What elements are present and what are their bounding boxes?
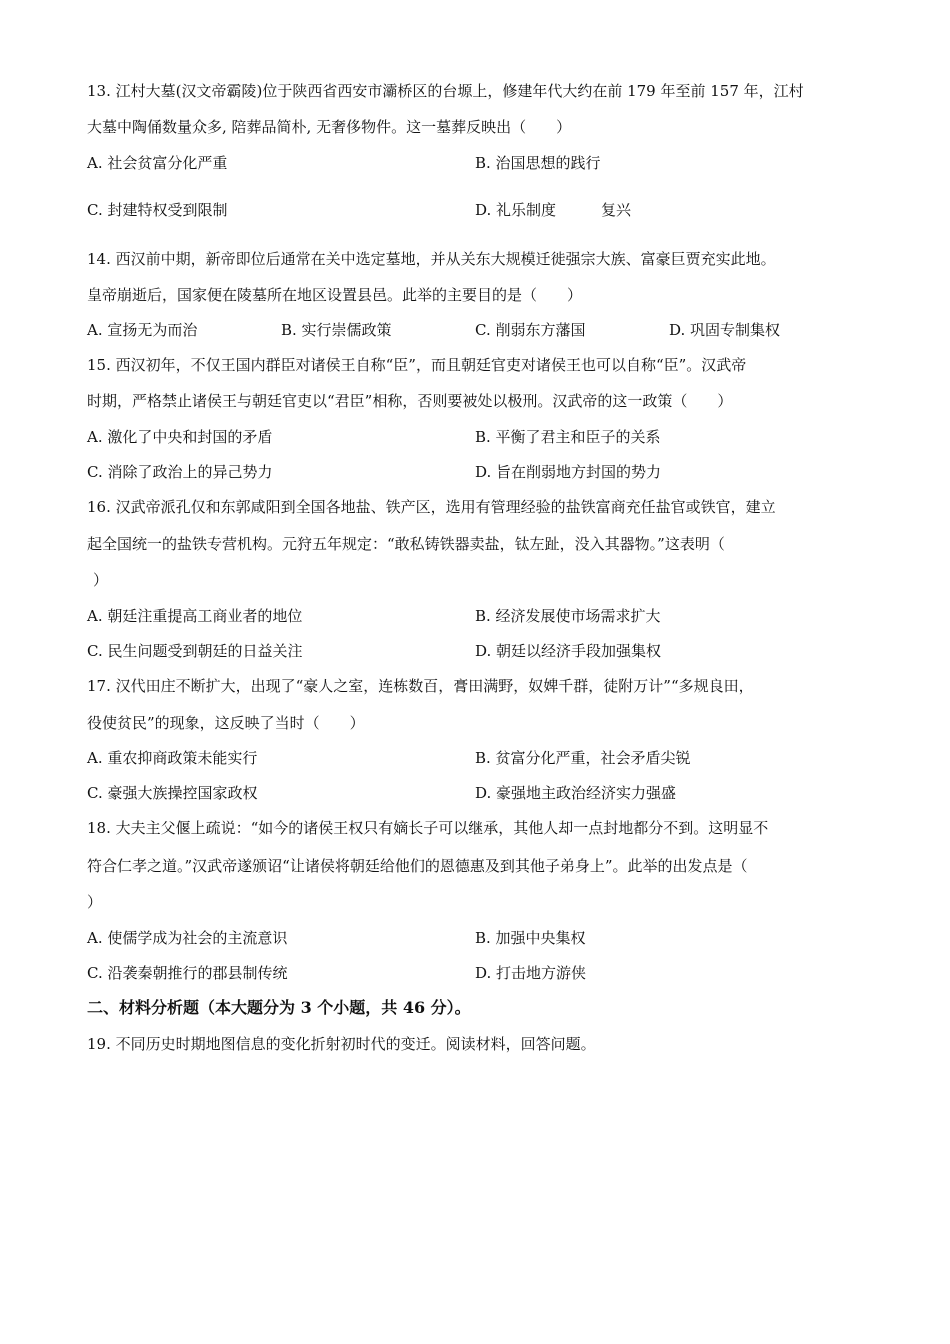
q14-stem-line2: 皇帝崩逝后，国家便在陵墓所在地区设置县邑。此举的主要目的是（ ） [87,286,583,304]
q16-option-c: C. 民生问题受到朝廷的日益关注 [87,642,303,660]
q17-option-c: C. 豪强大族操控国家政权 [87,784,258,802]
q15-option-b: B. 平衡了君主和臣子的关系 [475,428,661,446]
q16-option-b: B. 经济发展使市场需求扩大 [475,607,661,625]
q18-option-c: C. 沿袭秦朝推行的郡县制传统 [87,964,288,982]
q15-stem-line2: 时期，严格禁止诸侯王与朝廷官吏以“君臣”相称，否则要被处以极刑。汉武帝的这一政策（ ） [87,392,733,410]
q15-option-a: A. 激化了中央和封国的矛盾 [87,428,273,446]
q17-stem-line2: 役使贫民”的现象，这反映了当时（ ） [87,714,365,732]
q14-option-b: B. 实行崇儒政策 [281,321,392,339]
q13-option-d: D. 礼乐制度 复兴 [475,201,632,219]
q16-stem-line1: 16. 汉武帝派孔仅和东郭咸阳到全国各地盐、铁产区，选用有管理经验的盐铁富商充任盐官或铁官，建立 [87,498,776,516]
q16-stem-line2: 起全国统一的盐铁专营机构。元狩五年规定：“敢私铸铁器卖盐，钛左趾，没入其器物。”这表明（ [87,535,725,553]
q13-stem-line1: 13. 江村大墓(汉文帝霸陵)位于陕西省西安市灞桥区的台塬上，修建年代大约在前 179 年至前 157 年，江村 [87,82,804,100]
q17-option-a: A. 重农抑商政策未能实行 [87,749,258,767]
q14-option-a: A. 宣扬无为而治 [87,321,198,339]
q18-stem-line3: ） [87,893,103,911]
q16-stem-line3: ） [93,571,109,589]
q19-stem-line1: 19. 不同历史时期地图信息的变化折射初时代的变迁。阅读材料，回答问题。 [87,1035,596,1053]
q18-option-a: A. 使儒学成为社会的主流意识 [87,929,288,947]
q14-option-d: D. 巩固专制集权 [669,321,781,339]
q13-option-b: B. 治国思想的践行 [475,154,601,172]
q15-option-d: D. 旨在削弱地方封国的势力 [475,463,662,481]
q16-option-a: A. 朝廷注重提高工商业者的地位 [87,607,303,625]
q17-stem-line1: 17. 汉代田庄不断扩大，出现了“豪人之室，连栋数百，膏田满野，奴婢千群，徒附万计”“多规良田， [87,677,754,695]
q13-stem-line2: 大墓中陶俑数量众多, 陪葬品简朴, 无奢侈物件。这一墓葬反映出（ ） [87,118,572,136]
q14-stem-line1: 14. 西汉前中期，新帝即位后通常在关中选定墓地，并从关东大规模迁徙强宗大族、富豪巨贾充实此地。 [87,250,776,268]
q17-option-d: D. 豪强地主政治经济实力强盛 [475,784,677,802]
q17-option-b: B. 贫富分化严重，社会矛盾尖锐 [475,749,691,767]
q13-option-c: C. 封建特权受到限制 [87,201,228,219]
q18-option-b: B. 加强中央集权 [475,929,586,947]
q14-option-c: C. 削弱东方藩国 [475,321,586,339]
q18-stem-line1: 18. 大夫主父偃上疏说：“如今的诸侯王权只有嫡长子可以继承，其他人却一点封地都分不到。这明显不 [87,819,769,837]
q18-option-d: D. 打击地方游侠 [475,964,587,982]
q15-stem-line1: 15. 西汉初年，不仅王国内群臣对诸侯王自称“臣”，而且朝廷官吏对诸侯王也可以自称“臣”。汉武帝 [87,356,747,374]
q16-option-d: D. 朝廷以经济手段加强集权 [475,642,662,660]
q18-stem-line2: 符合仁孝之道。”汉武帝遂颁诏“让诸侯将朝廷给他们的恩德惠及到其他子弟身上”。此举的出发点是（ [87,857,748,875]
section-heading: 二、材料分析题（本大题分为 3 个小题，共 46 分）。 [87,998,471,1017]
q13-option-a: A. 社会贫富分化严重 [87,154,228,172]
q15-option-c: C. 消除了政治上的异己势力 [87,463,273,481]
